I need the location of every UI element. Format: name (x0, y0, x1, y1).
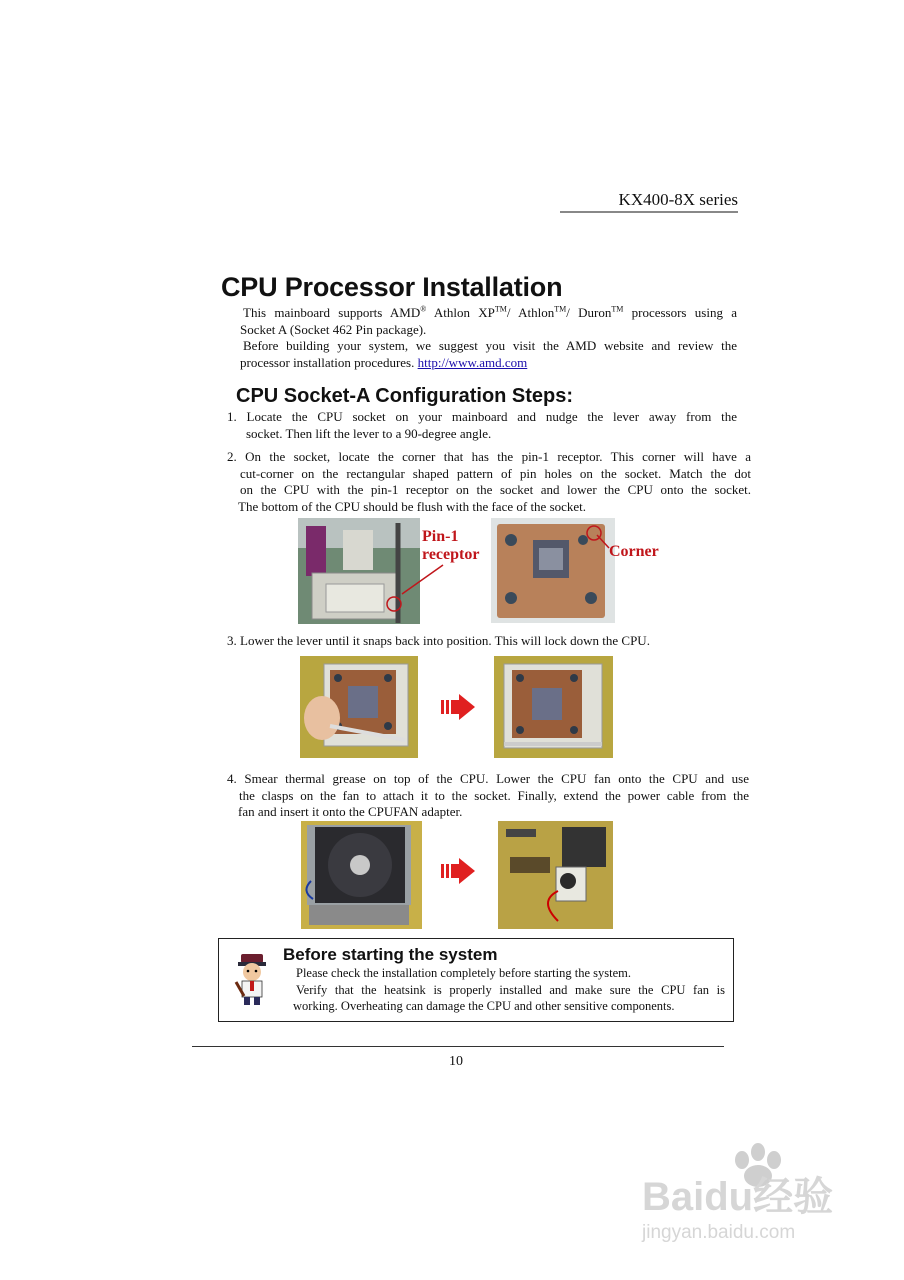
policeman-mascot-icon (232, 952, 272, 1006)
step-4-arrow-icon (441, 858, 475, 884)
intro-paragraph-2: Before building your system, we suggest you visit the AMD website and review the processor installation procedures. http://www.amd.com (240, 338, 737, 370)
step-1-text: 1. Locate the CPU socket on your mainboard and nudge the lever away from the socket. Then lift the lever to a 90-degree angle. (227, 409, 737, 441)
pin1-callout-line (400, 560, 450, 600)
page-title: CPU Processor Installation (221, 272, 563, 302)
manual-series-header: KX400-8X series (560, 190, 738, 213)
cpufan-connector-photo (498, 821, 613, 929)
page-number: 10 (449, 1054, 463, 1069)
notice-text: Please check the installation completely before starting the system. Verify that the heatsink is properly installed and make sure the CPU fan is working. Overheating can damage the CPU and other sensitive components. (293, 966, 725, 1013)
intro-paragraph-1: This mainboard supports AMD® Athlon XP™/ Athlon™/ Duron™ processors using a Socket A (Socket 462 Pin package). (240, 304, 737, 337)
notice-title: Before starting the system (283, 945, 498, 964)
step-3-text: 3. Lower the lever until it snaps back into position. This will lock down the CPU. (227, 633, 650, 648)
footer-rule (192, 1046, 724, 1047)
pin1-receptor-callout: Pin-1 receptor (422, 528, 480, 563)
lever-locked-photo (494, 656, 613, 758)
lever-lowering-photo (300, 656, 418, 758)
section-title: CPU Socket-A Configuration Steps: (236, 385, 574, 407)
baidu-watermark-logo (638, 1138, 868, 1248)
step-2-text: 2. On the socket, locate the corner that has the pin-1 receptor. This corner will have a cut-corner on the rectangular shaped pattern of pin holes on the socket. Match the dot on the CPU with the pin-1 receptor on the socket and lower the CPU onto the socket. The bottom of the CPU should be flush with the face of the socket. (227, 449, 751, 514)
cpu-fan-photo (301, 821, 422, 929)
svg-text:jingyan.baidu.com: jingyan.baidu.com (642, 1222, 796, 1243)
step-3-arrow-icon (441, 694, 475, 720)
svg-text:Baidu经验: Baidu经验 (642, 1175, 834, 1219)
step-4-text: 4. Smear thermal grease on top of the CPU. Lower the CPU fan onto the CPU and use the clasps on the fan to attach it to the socket. Finally, extend the power cable from the fan and insert it onto the CPUFAN adapter. (227, 771, 749, 819)
amd-website-link[interactable]: http://www.amd.com (417, 354, 528, 370)
corner-callout: Corner (609, 543, 659, 560)
